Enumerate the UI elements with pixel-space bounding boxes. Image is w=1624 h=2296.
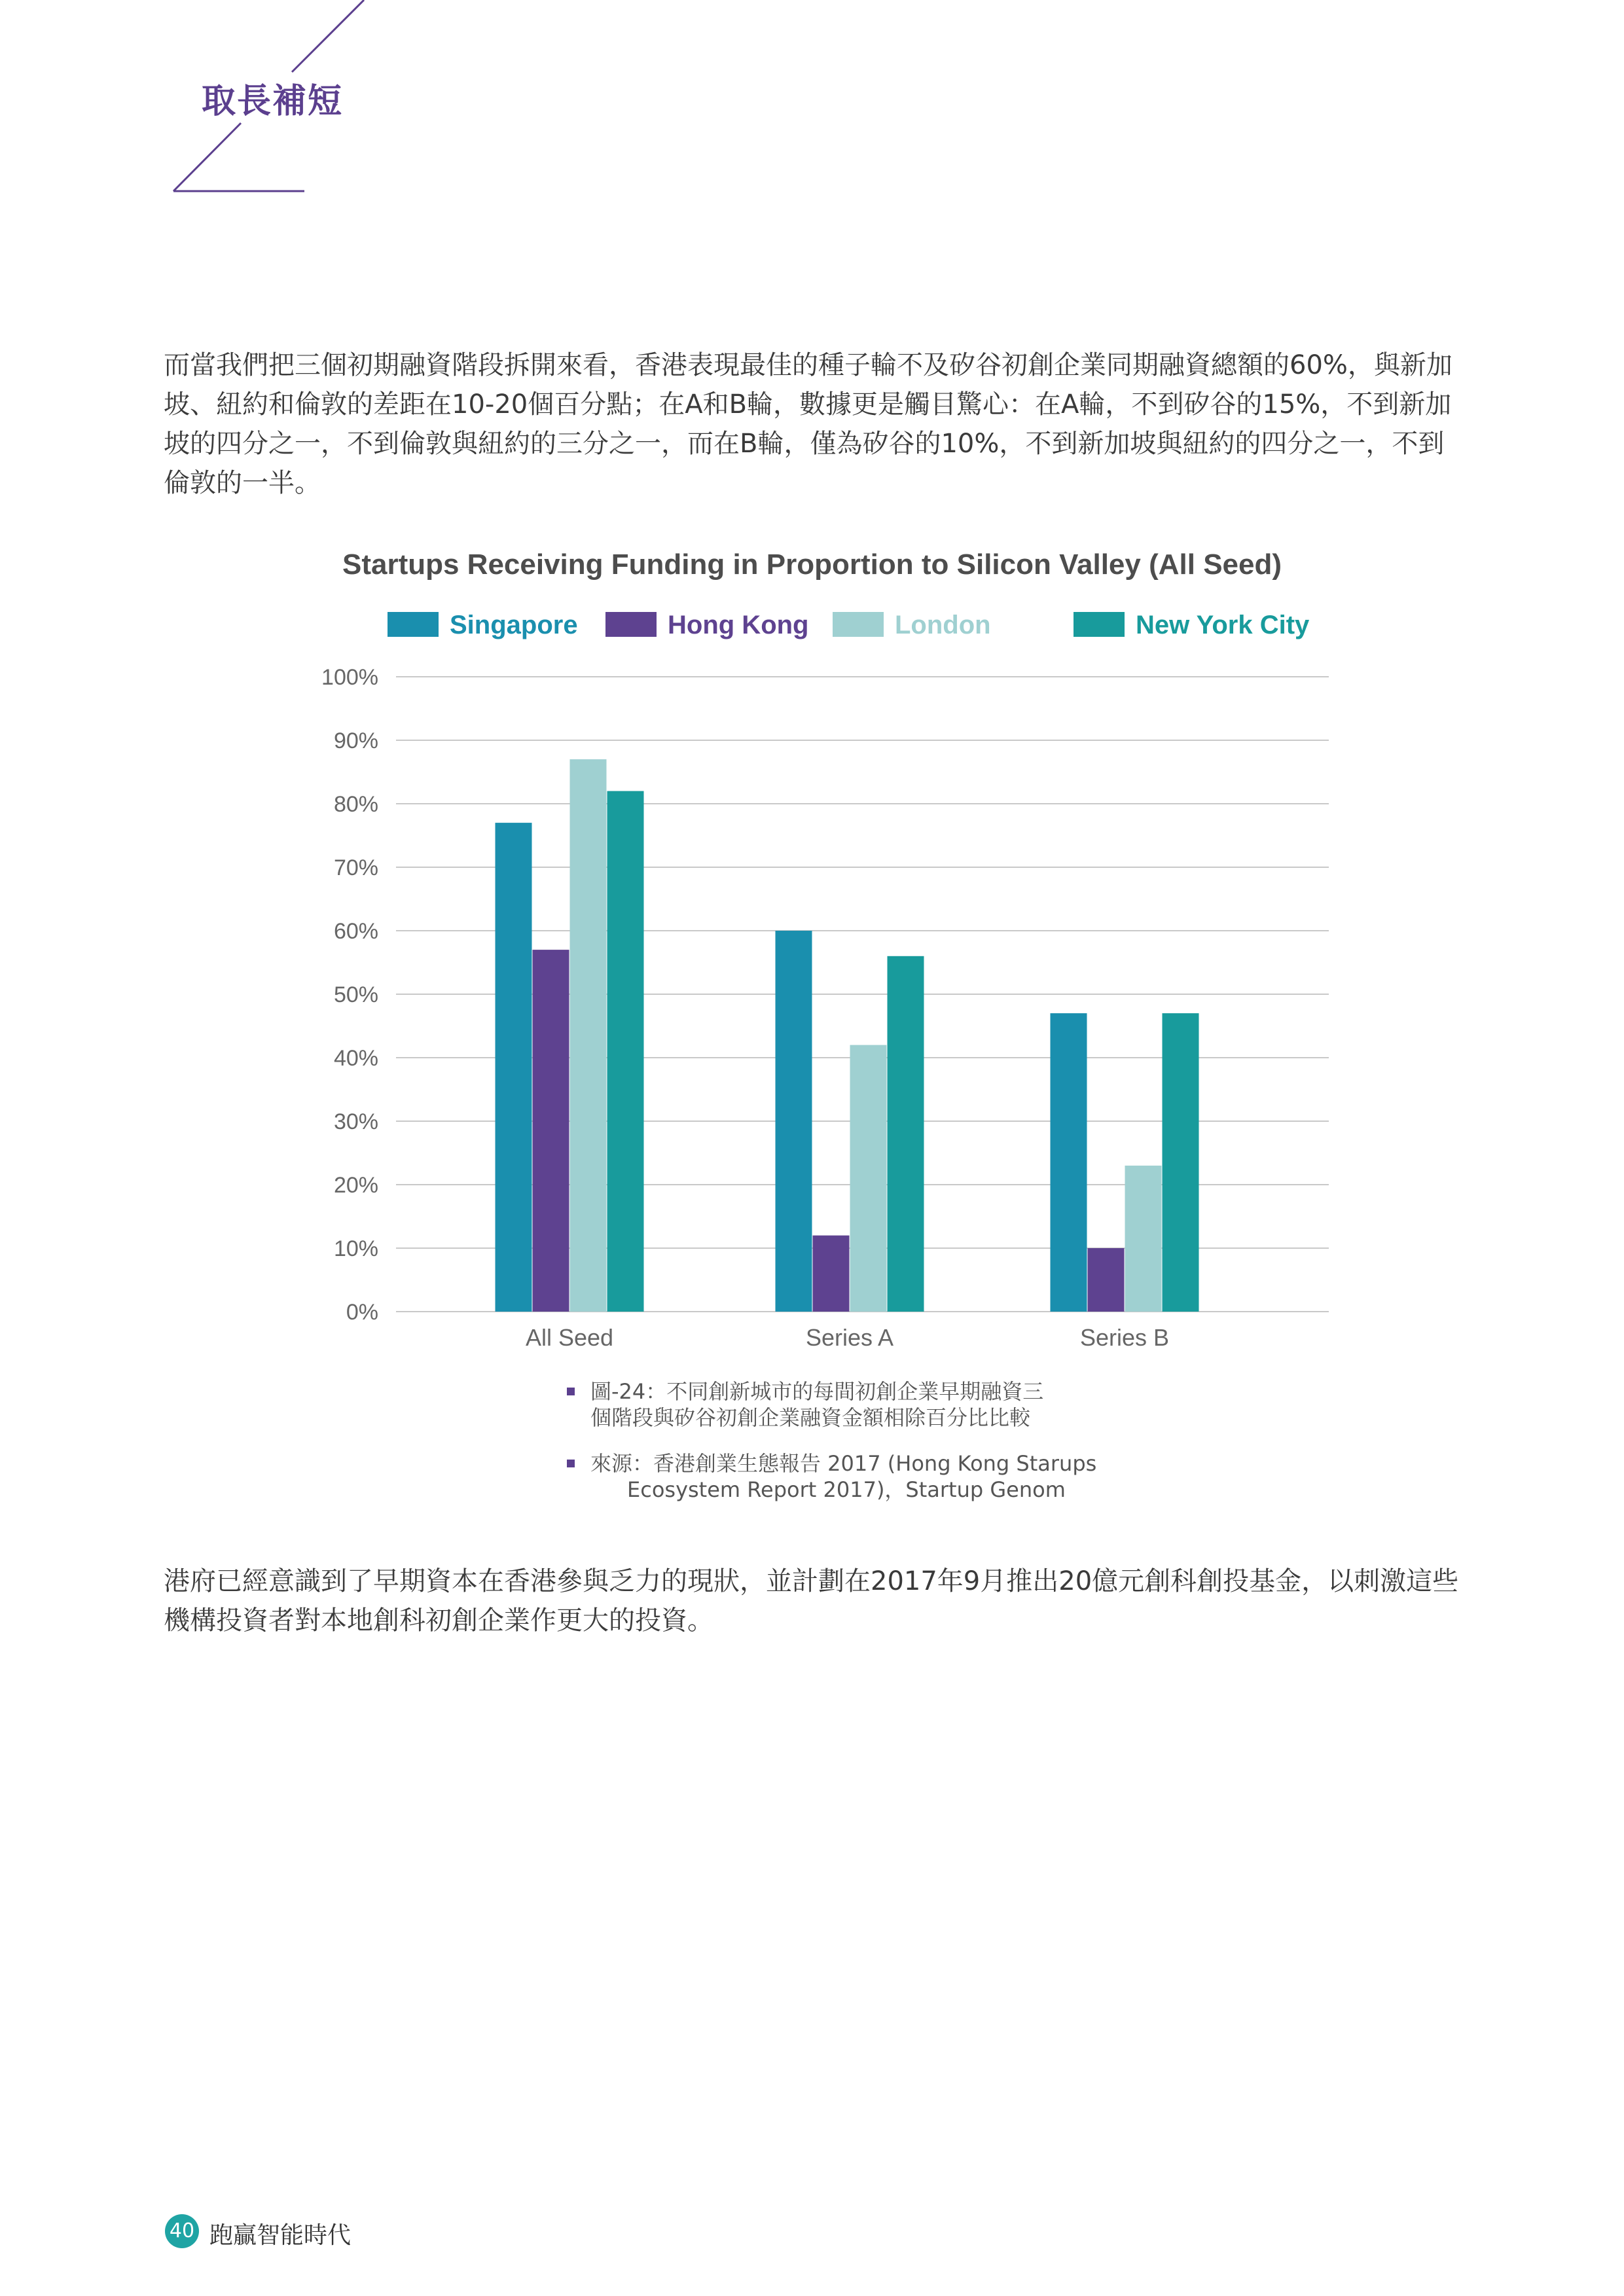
- y-tick-label: 40%: [333, 1046, 378, 1071]
- legend-swatch-0: [388, 612, 439, 637]
- bar-all-seed-0: [496, 823, 532, 1312]
- bar-series-b-0: [1051, 1013, 1087, 1312]
- x-tick-label: Series B: [1079, 1324, 1170, 1351]
- source-caption-line2: Ecosystem Report 2017)，Startup Genom: [627, 1477, 1066, 1502]
- figure-caption-line1: 圖-24：不同創新城市的每間初創企業早期融資三: [590, 1379, 1044, 1404]
- bar-series-a-2: [850, 1045, 887, 1312]
- figure-caption-line2: 個階段與矽谷初創企業融資金額相除百分比比較: [590, 1405, 1031, 1430]
- chart-title: Startups Receiving Funding in Proportion to Silicon Valley (All Seed): [342, 548, 1282, 581]
- y-tick-label: 80%: [333, 792, 378, 817]
- y-tick-label: 60%: [333, 919, 378, 944]
- bar-all-seed-1: [533, 950, 569, 1312]
- funding-bar-chart: [0, 589, 1624, 1374]
- intro-paragraph: 而當我們把三個初期融資階段拆開來看，香港表現最佳的種子輪不及矽谷初創企業同期融資總額的60%，與新加坡、紐約和倫敦的差距在10-20個百分點；在A和B輪，數據更是觸目驚心：在A輪，不到矽谷的15%，不到新加坡的四分之一，不到倫敦與紐約的三分之一，而在B輪，僅為矽谷的10%，不到新加坡與紐約的四分之一，不到倫敦的一半。: [164, 350, 1453, 498]
- publication-title: 跑贏智能時代: [209, 2222, 352, 2249]
- bar-series-b-3: [1163, 1013, 1199, 1312]
- source-caption-line1: 來源：香港創業生態報告 2017 (Hong Kong Starups: [590, 1451, 1097, 1476]
- legend-swatch-1: [605, 612, 657, 637]
- y-tick-label: 90%: [333, 728, 378, 753]
- legend-swatch-3: [1074, 612, 1125, 637]
- y-tick-label: 30%: [333, 1109, 378, 1134]
- bar-series-a-3: [888, 956, 924, 1312]
- legend-label-1: Hong Kong: [668, 611, 809, 639]
- section-title: 取長補短: [202, 82, 344, 121]
- legend-swatch-2: [833, 612, 884, 637]
- x-tick-label: All Seed: [525, 1324, 614, 1351]
- bar-all-seed-3: [607, 791, 644, 1312]
- bar-series-b-2: [1125, 1166, 1162, 1312]
- caption-bullet: [567, 1460, 575, 1467]
- y-tick-label: 70%: [333, 855, 378, 880]
- bar-all-seed-2: [570, 759, 607, 1312]
- bar-series-a-1: [813, 1236, 850, 1312]
- y-tick-label: 10%: [333, 1236, 378, 1261]
- y-tick-label: 0%: [346, 1300, 378, 1325]
- policy-paragraph: 港府已經意識到了早期資本在香港參與乏力的現狀，並計劃在2017年9月推出20億元創科創投基金，以刺激這些機構投資者對本地創科初創企業作更大的投資。: [164, 1566, 1459, 1636]
- bar-series-b-1: [1088, 1248, 1125, 1312]
- y-tick-label: 100%: [321, 665, 378, 690]
- page-number-badge: 40: [165, 2214, 199, 2248]
- y-tick-label: 50%: [333, 982, 378, 1007]
- y-tick-label: 20%: [333, 1173, 378, 1198]
- bar-series-a-0: [776, 931, 812, 1312]
- x-tick-label: Series A: [805, 1324, 894, 1351]
- legend-label-2: London: [895, 611, 991, 639]
- caption-bullet: [567, 1388, 575, 1395]
- legend-label-3: New York City: [1136, 611, 1310, 639]
- legend-label-0: Singapore: [450, 611, 578, 639]
